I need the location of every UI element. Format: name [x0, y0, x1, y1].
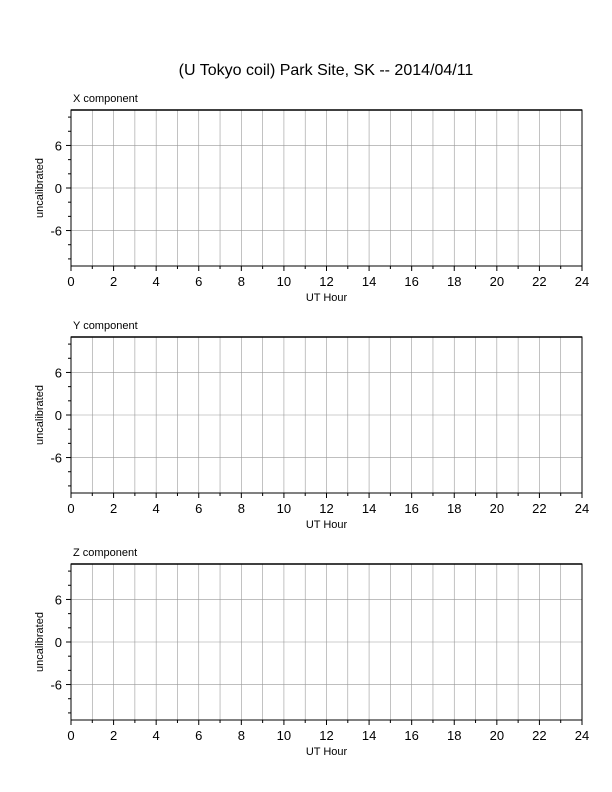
x-tick-label: 18: [447, 501, 462, 516]
x-tick-label: 12: [319, 501, 334, 516]
x-tick-label: 8: [237, 274, 245, 289]
x-tick-label: 0: [67, 501, 75, 516]
y-axis-label: uncalibrated: [34, 612, 46, 672]
x-tick-label: 6: [195, 728, 203, 743]
x-tick-label: 24: [574, 501, 590, 516]
x-tick-label: 0: [67, 274, 75, 289]
x-tick-label: 16: [404, 501, 419, 516]
y-tick-label: 6: [54, 138, 62, 154]
x-tick-label: 4: [152, 501, 160, 516]
y-tick-label: 6: [54, 365, 62, 381]
y-tick-label: -6: [50, 223, 62, 239]
x-tick-label: 10: [276, 501, 292, 516]
y-tick-label: 0: [54, 408, 62, 423]
x-tick-label: 4: [152, 728, 160, 743]
x-tick-label: 0: [67, 728, 75, 743]
x-tick-label: 16: [404, 274, 419, 289]
x-tick-label: 20: [489, 728, 505, 743]
panel-title: Y component: [73, 320, 138, 332]
x-tick-label: 24: [574, 728, 590, 743]
x-tick-label: 6: [195, 501, 203, 516]
x-tick-label: 12: [319, 274, 334, 289]
y-axis-label: uncalibrated: [34, 158, 46, 218]
y-tick-label: 0: [54, 635, 62, 650]
panel-2: [34, 320, 589, 531]
x-tick-label: 18: [447, 274, 462, 289]
panel-3: [34, 547, 589, 758]
panel-title: X component: [73, 93, 138, 105]
x-tick-label: 12: [319, 728, 334, 743]
x-tick-label: 22: [532, 274, 547, 289]
y-axis-label: uncalibrated: [34, 385, 46, 445]
x-tick-label: 18: [447, 728, 462, 743]
y-tick-label: -6: [50, 450, 62, 466]
x-tick-label: 24: [574, 274, 590, 289]
x-tick-label: 10: [276, 274, 292, 289]
x-tick-label: 22: [532, 728, 547, 743]
panel-title: Z component: [73, 547, 138, 559]
x-tick-label: 16: [404, 728, 419, 743]
x-tick-label: 4: [152, 274, 160, 289]
x-tick-label: 2: [109, 274, 118, 289]
x-tick-label: 2: [109, 501, 118, 516]
y-tick-label: 0: [54, 181, 62, 196]
x-axis-label: UT Hour: [305, 746, 348, 758]
y-tick-label: 6: [54, 592, 62, 608]
x-tick-label: 14: [361, 728, 377, 743]
x-tick-label: 20: [489, 501, 505, 516]
figure-title: (U Tokyo coil) Park Site, SK -- 2014/04/11: [178, 62, 474, 79]
x-tick-label: 8: [237, 728, 245, 743]
panel-1: [34, 93, 589, 304]
x-tick-label: 8: [237, 501, 245, 516]
x-tick-label: 14: [361, 501, 377, 516]
x-tick-label: 20: [489, 274, 505, 289]
y-tick-label: -6: [50, 677, 62, 693]
x-tick-label: 10: [276, 728, 292, 743]
x-axis-label: UT Hour: [305, 519, 348, 531]
x-tick-label: 6: [195, 274, 203, 289]
x-tick-label: 22: [532, 501, 547, 516]
x-tick-label: 14: [361, 274, 377, 289]
x-axis-label: UT Hour: [305, 292, 348, 304]
x-tick-label: 2: [109, 728, 118, 743]
